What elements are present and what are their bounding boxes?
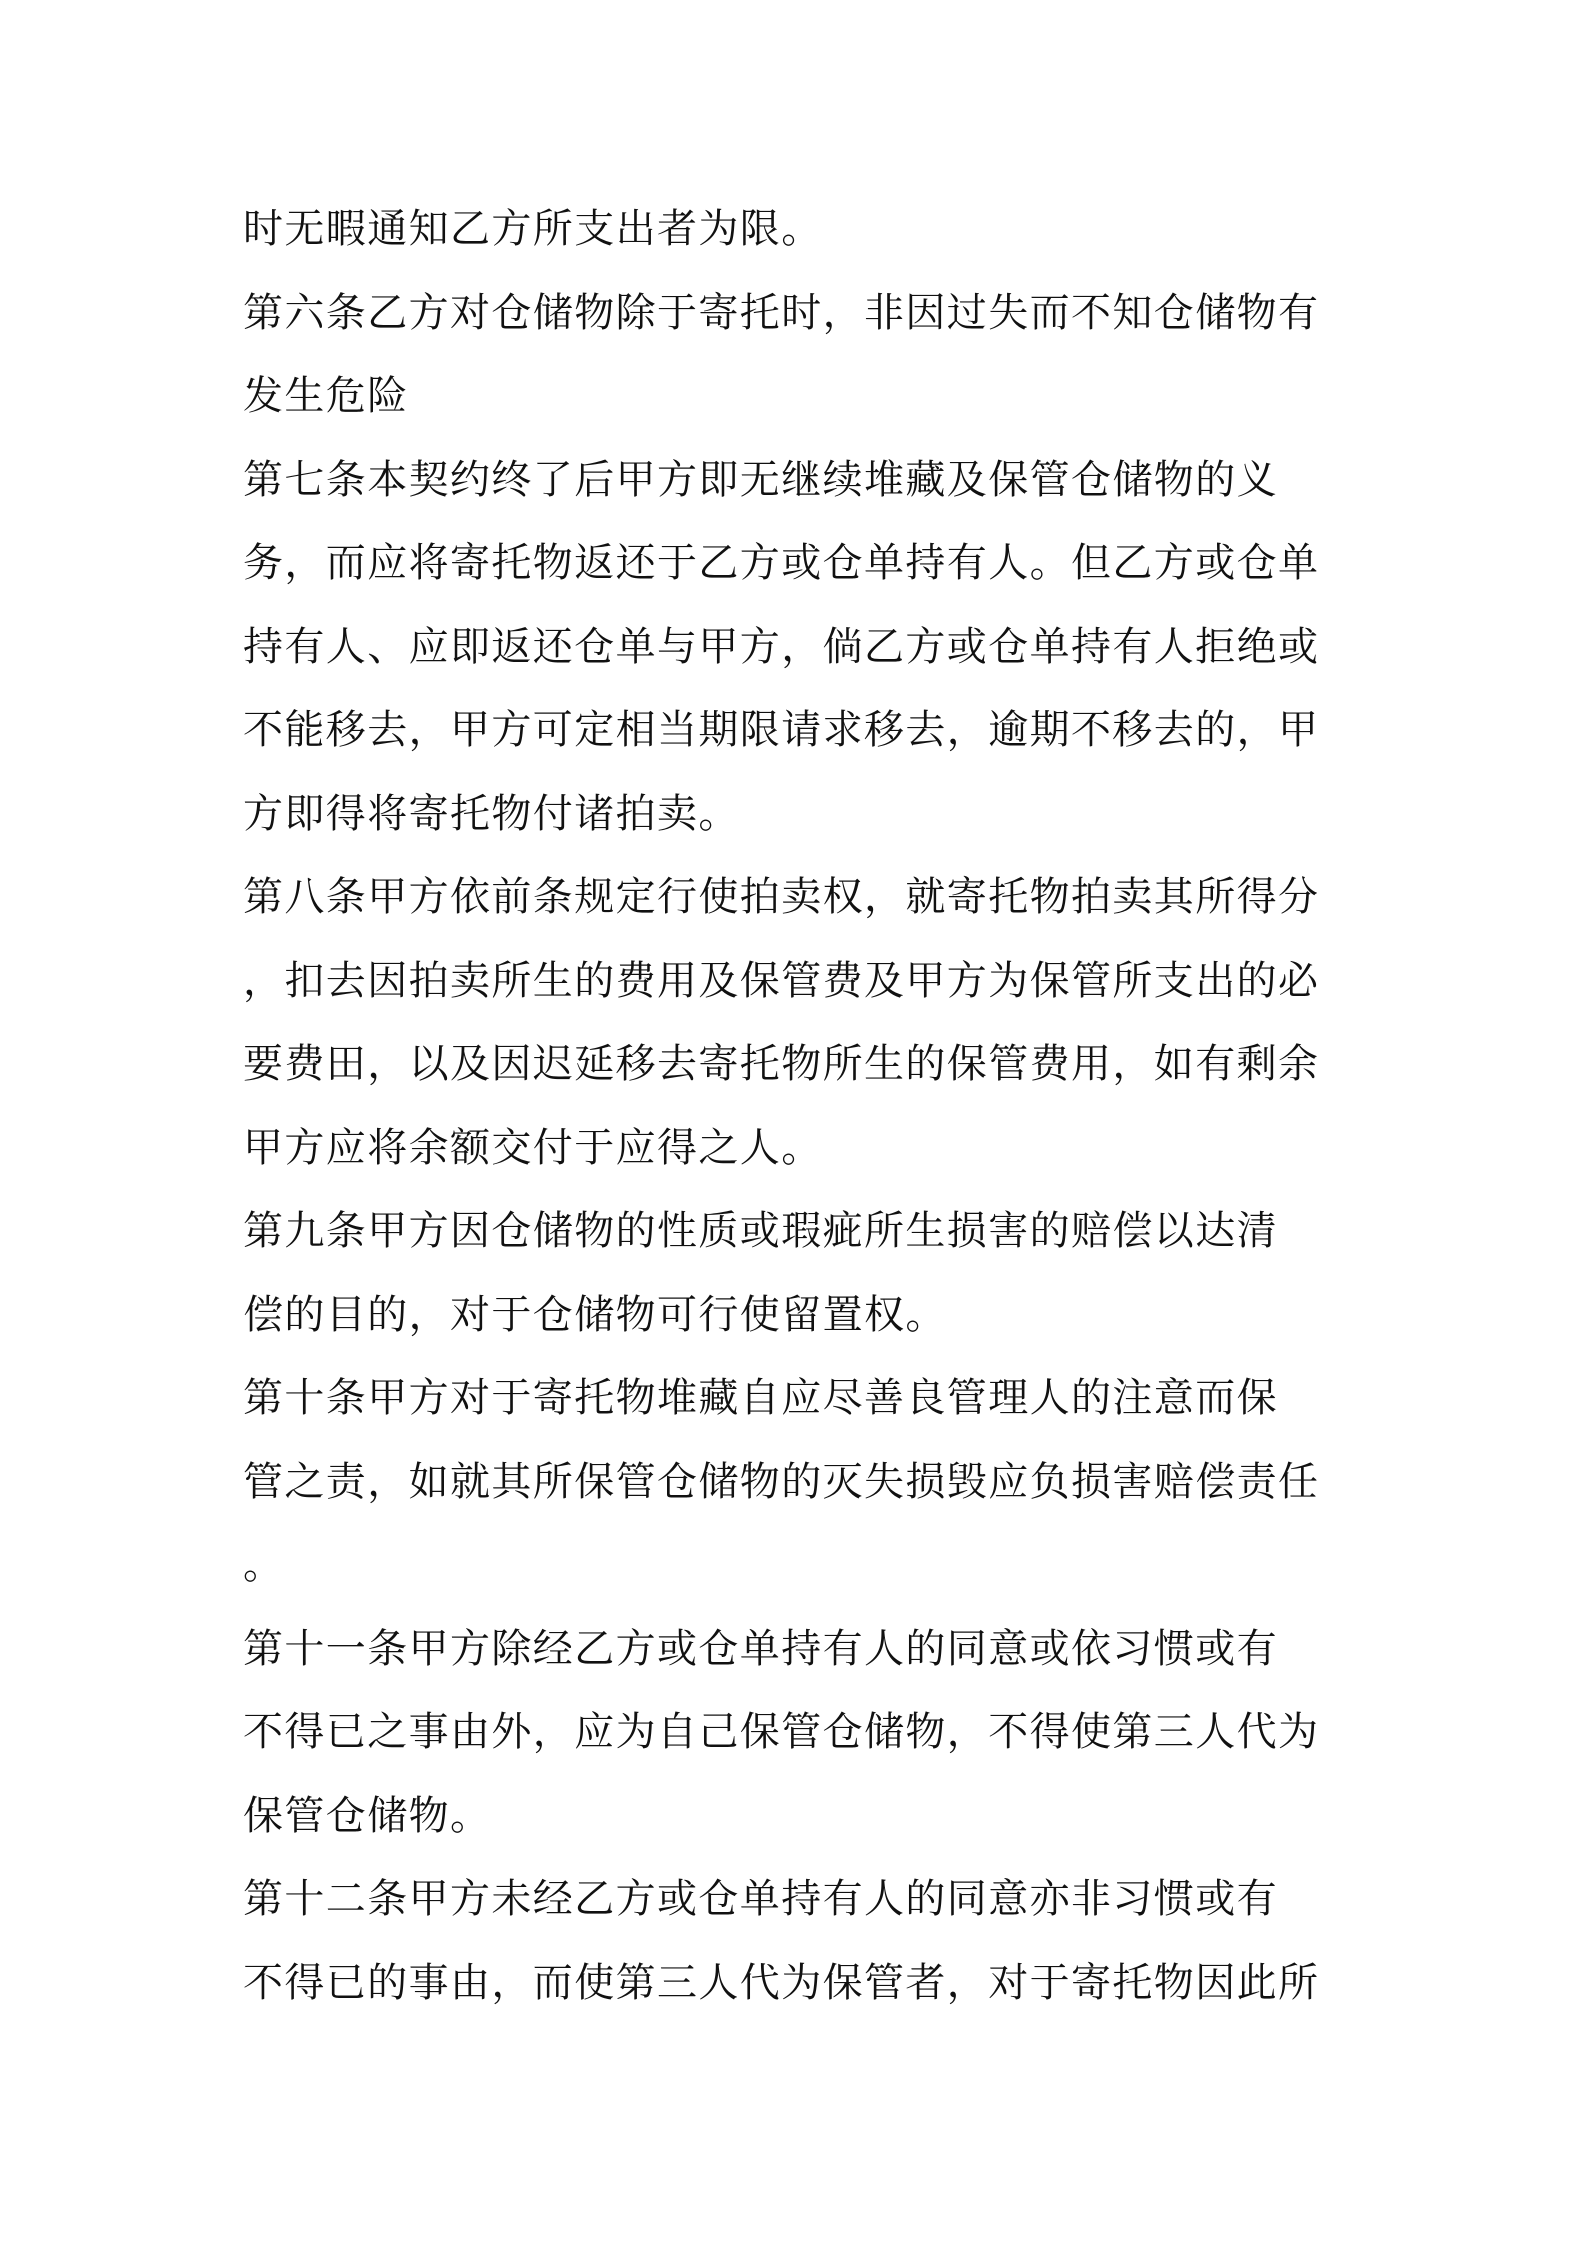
text-line: 第八条甲方依前条规定行使拍卖权，就寄托物拍卖其所得分 [243,874,1320,920]
text-line: 时无暇通知乙方所支出者为限。 [243,206,823,252]
text-line: 。 [243,1542,285,1588]
text-line: 发生危险 [243,373,409,419]
text-line: 第六条乙方对仓储物除于寄托时，非因过失而不知仓储物有 [243,289,1320,336]
text-line: 偿的目的，对于仓储物可行使留置权。 [243,1291,947,1338]
text-line: 保管仓储物。 [243,1792,492,1839]
text-line: ，扣去因拍卖所生的费用及保管费及甲方为保管所支出的必 [243,957,1320,1004]
text-line: 第十二条甲方未经乙方或仓单持有人的同意亦非习惯或有 [243,1876,1278,1922]
text-line: 第十条甲方对于寄托物堆藏自应尽善良管理人的注意而保 [243,1375,1278,1421]
text-line: 不能移去，甲方可定相当期限请求移去，逾期不移去的，甲 [243,707,1320,753]
text-line: 甲方应将余额交付于应得之人。 [243,1124,823,1171]
text-line: 务，而应将寄托物返还于乙方或仓单持有人。但乙方或仓单 [243,540,1320,586]
text-line: 第十一条甲方除经乙方或仓单持有人的同意或依习惯或有 [243,1625,1278,1672]
text-line: 第九条甲方因仓储物的性质或瑕疵所生损害的赔偿以达清 [243,1208,1278,1254]
text-line: 方即得将寄托物付诸拍卖。 [243,790,740,837]
contract-text [243,188,1353,2025]
text-line: 第七条本契约终了后甲方即无继续堆藏及保管仓储物的义 [243,456,1278,503]
text-line: 要费田，以及因迟延移去寄托物所生的保管费用，如有剩余 [243,1041,1320,1087]
text-line: 不得已的事由，而使第三人代为保管者，对于寄托物因此所 [243,1959,1320,2006]
text-line: 管之责，如就其所保管仓储物的灭失损毁应负损害赔偿责任 [243,1458,1320,1505]
text-line: 持有人、应即返还仓单与甲方，倘乙方或仓单持有人拒绝或 [243,623,1320,670]
text-line: 不得已之事由外，应为自己保管仓储物，不得使第三人代为 [243,1709,1320,1755]
